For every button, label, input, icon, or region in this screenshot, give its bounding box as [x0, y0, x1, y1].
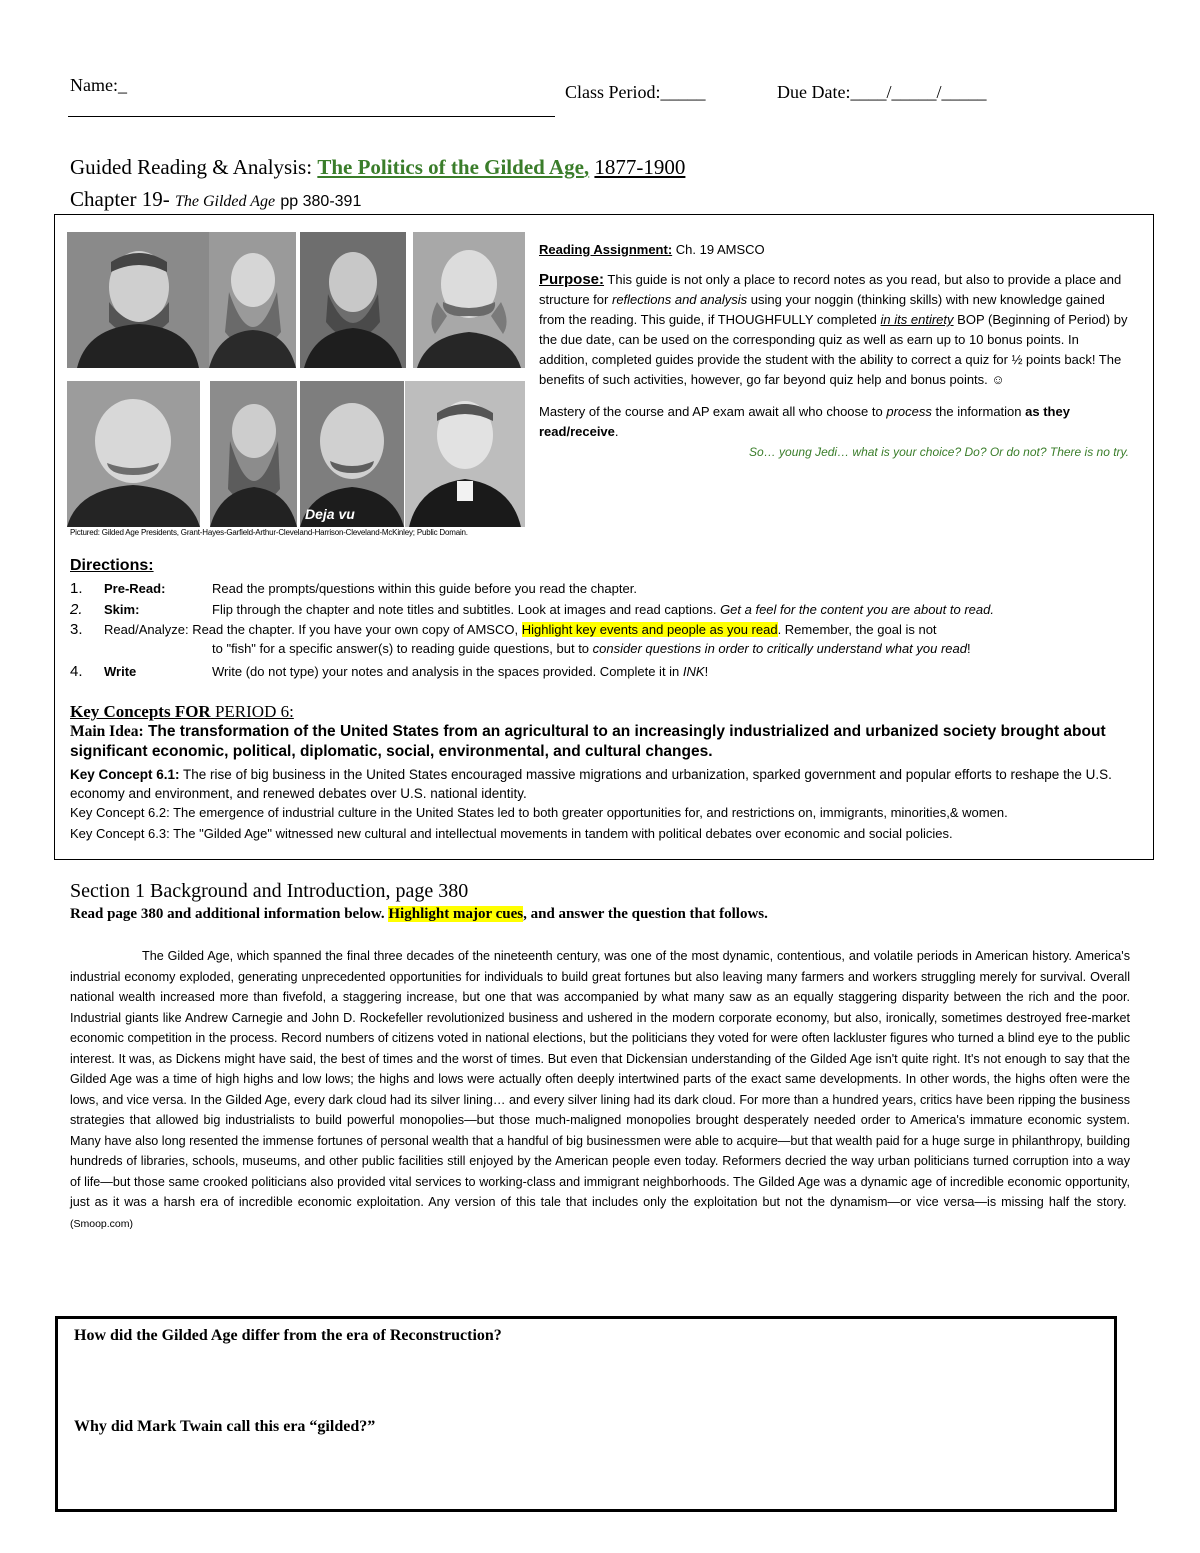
chapter-heading: [70, 187, 361, 212]
direction-highlight: Highlight key events and people as you read: [521, 622, 778, 637]
direction-label: Read/Analyze:: [104, 622, 189, 637]
president-photo-hayes: [209, 232, 296, 368]
direction-label: Skim:: [104, 602, 140, 617]
purpose-entirety: in its entirety: [880, 312, 954, 327]
name-input-line[interactable]: [68, 116, 555, 117]
direction-label: Write: [104, 664, 137, 679]
mastery-text-3: as they read/receive: [539, 404, 1070, 439]
direction-text: Read the chapter. If you have your own copy of AMSCO,: [192, 622, 519, 637]
key-concept-6-3: Key Concept 6.3: The "Gilded Age" witnessed new cultural and intellectual movements in tandem with political debates over economic and social policies.: [70, 826, 953, 841]
section-instructions-end: , and answer the question that follows.: [523, 906, 768, 922]
photo-caption: Pictured: Gilded Age Presidents, Grant-Hayes-Garfield-Arthur-Cleveland-Harrison-Cleveland-McKinley; Public Domain.: [70, 528, 468, 537]
section-title: Section 1 Background and Introduction, page 380: [70, 880, 469, 902]
president-photo-grant: [67, 232, 209, 368]
purpose-paragraph: [539, 270, 1129, 390]
direction-text-end: !: [704, 664, 709, 679]
section-instructions-text: Read page 380 and additional information below.: [70, 906, 385, 922]
president-photo-harrison: [210, 381, 297, 527]
direction-number: 1.: [70, 580, 83, 597]
president-photo-garfield: [300, 232, 406, 368]
mastery-process: process: [886, 404, 932, 419]
directions-heading: Directions:: [70, 557, 154, 574]
direction-number: 2.: [70, 601, 83, 618]
question-box[interactable]: [55, 1316, 1117, 1512]
purpose-text-2: using your noggin (thinking skills) with new knowledge gained from the reading. This guide, if THOUGHFULLY completed: [539, 292, 1105, 327]
due-date-field[interactable]: Due Date:____/_____/_____: [777, 82, 987, 102]
main-idea-text: The transformation of the United States from an agricultural to an increasingly industrialized and urbanized society brought about significant economic, political, diplomatic, social, environmental, and cultural changes.: [70, 723, 1106, 760]
direction-text-italic: Get a feel for the content you are about to read.: [720, 602, 994, 617]
president-photo-mckinley: [405, 381, 525, 527]
president-photo-cleveland-1: [67, 381, 200, 527]
background-paragraph: [70, 946, 1130, 1234]
direction-text: to "fish" for a specific answer(s) to reading guide questions, but to: [212, 641, 590, 656]
direction-text-italic: consider questions in order to critically understand what you read: [592, 641, 967, 656]
purpose-reflections: reflections and analysis: [611, 292, 748, 307]
title-dates: 1877-1900: [594, 155, 686, 179]
direction-number: 4.: [70, 663, 83, 680]
mastery-dot: .: [614, 424, 619, 439]
key-concepts-heading: [70, 702, 294, 722]
president-photo-arthur: [413, 232, 525, 368]
purpose-text-3: BOP (Beginning of Period) by the due date, can be used on the corresponding quiz as well as earn up to 10 bonus points. In addition, completed guides provide the student with the ability to correct a quiz for ½ points back! The benefits of such activities, however, go far beyond quiz help and bonus points. ☺: [539, 312, 1128, 387]
title-comma: ,: [583, 155, 590, 179]
section-instructions: [70, 906, 768, 923]
reading-assignment-value: Ch. 19 AMSCO: [675, 242, 765, 257]
direction-text: Write (do not type) your notes and analysis in the spaces provided. Complete it in: [212, 664, 680, 679]
direction-item-continued: [212, 641, 971, 656]
key-concept-text: The rise of big business in the United States encouraged massive migrations and urbanization, sparked government and popular efforts to reshape the U.S. economy and environment, and renewed debates over U.S. national identity.: [70, 767, 1112, 801]
section-instructions-highlight: Highlight major cues: [388, 906, 524, 922]
chapter-pages: pp 380-391: [280, 193, 362, 210]
question-1: How did the Gilded Age differ from the era of Reconstruction?: [74, 1327, 502, 1344]
question-2: Why did Mark Twain call this era “gilded?”: [74, 1418, 376, 1435]
key-concepts-period: PERIOD 6:: [214, 702, 294, 721]
key-concepts-label: Key Concepts FOR: [70, 702, 211, 721]
direction-text: Flip through the chapter and note titles and subtitles. Look at images and read captions.: [212, 602, 717, 617]
reading-assignment: [539, 240, 1129, 260]
class-period-field[interactable]: Class Period:_____: [565, 82, 706, 102]
page-title: [70, 155, 685, 180]
background-text: The Gilded Age, which spanned the final three decades of the nineteenth century, was one of the most dynamic, contentious, and volatile periods in American history. America's industrial economy exploded, generating unprecedented opportunities for individuals to build great fortunes but also leaving many farmers and workers struggling merely for survival. Overall national wealth increased more than fivefold, a staggering increase, but one that was accompanied by what many saw as an equally staggering disparity between the rich and the poor. Industrial giants like Andrew Carnegie and John D. Rockefeller revolutionized business and ushered in the modern corporate economy, but also, ironically, sometimes destroyed free-market economic competition in the process. Record numbers of citizens voted in national elections, but the politicians they voted for were often lackluster figures who turned a blind eye to the public interest. It was, as Dickens might have said, the best of times and the worst of times. But even that Dickensian understanding of the Gilded Age isn't quite right. It's not enough to say that the Gilded Age was a time of high highs and low lows; the highs and lows were actually often deeply intertwined parts of the exact same developments. In other words, the highs often were the lows, and vice versa. In the Gilded Age, every dark cloud had its silver lining… and every silver lining had its dark cloud. For more than a hundred years, critics have been ripping the business strategies that allowed big industrialists to build powerful monopolies—but those much-maligned monopolies brought desperately needed order to America's immature economic system. Many have also long resented the immense fortunes of personal wealth that a handful of big businessmen were able to acquire—but that wealth paid for a huge surge in philanthropy, building hundreds of libraries, schools, museums, and other public facilities still enjoyed by the American people even today. Reformers decried the way urban politicians turned corruption into a way of life—but those same crooked politicians also provided vital services to working-class and immigrant neighborhoods. The Gilded Age was a dynamic age of incredible economic opportunity, just as it was a harsh era of incredible economic exploitation. Any version of this tale that includes only the exploitation but not the dynamism—or vice versa—is missing half the story.: [70, 949, 1130, 1209]
key-concept-6-2: Key Concept 6.2: The emergence of industrial culture in the United States led to both greater opportunities for, and restrictions on, immigrants, minorities,& women.: [70, 805, 1008, 820]
direction-text-after: . Remember, the goal is not: [777, 622, 937, 637]
reading-assignment-label: Reading Assignment:: [539, 242, 673, 257]
source-citation: (Smoop.com): [70, 1217, 134, 1230]
purpose-label: Purpose:: [539, 271, 605, 288]
key-concept-6-1: [70, 765, 1140, 803]
direction-text-end: !: [967, 641, 971, 656]
direction-text: Read the prompts/questions within this guide before you read the chapter.: [212, 581, 637, 596]
jedi-quote: So… young Jedi… what is your choice? Do? Or do not? There is no try.: [749, 445, 1129, 459]
mastery-text-2: the information: [935, 404, 1022, 419]
direction-text-italic: INK: [682, 664, 705, 679]
direction-item: [70, 601, 994, 618]
title-topic: The Politics of the Gilded Age: [317, 155, 584, 179]
main-idea-label: Main Idea:: [70, 723, 144, 740]
name-label: Name:_: [70, 75, 127, 95]
direction-item: [70, 580, 637, 597]
direction-item: [70, 621, 937, 638]
deja-vu-label: Deja vu: [305, 506, 355, 522]
chapter-subtitle: The Gilded Age: [174, 193, 276, 210]
direction-number: 3.: [70, 621, 83, 638]
purpose-text-1: This guide is not only a place to record notes as you read, but also to provide a place and structure for: [539, 272, 1122, 307]
main-idea: [70, 722, 1130, 762]
mastery-text-1: Mastery of the course and AP exam await all who choose to: [539, 404, 883, 419]
mastery-paragraph: [539, 402, 1129, 442]
direction-label: Pre-Read:: [104, 581, 166, 596]
title-prefix: Guided Reading & Analysis:: [70, 155, 313, 179]
reading-assignment-block: [539, 240, 1129, 462]
chapter-label: Chapter 19-: [70, 187, 170, 211]
direction-item: [70, 663, 708, 680]
key-concept-label: Key Concept 6.1:: [70, 767, 180, 782]
